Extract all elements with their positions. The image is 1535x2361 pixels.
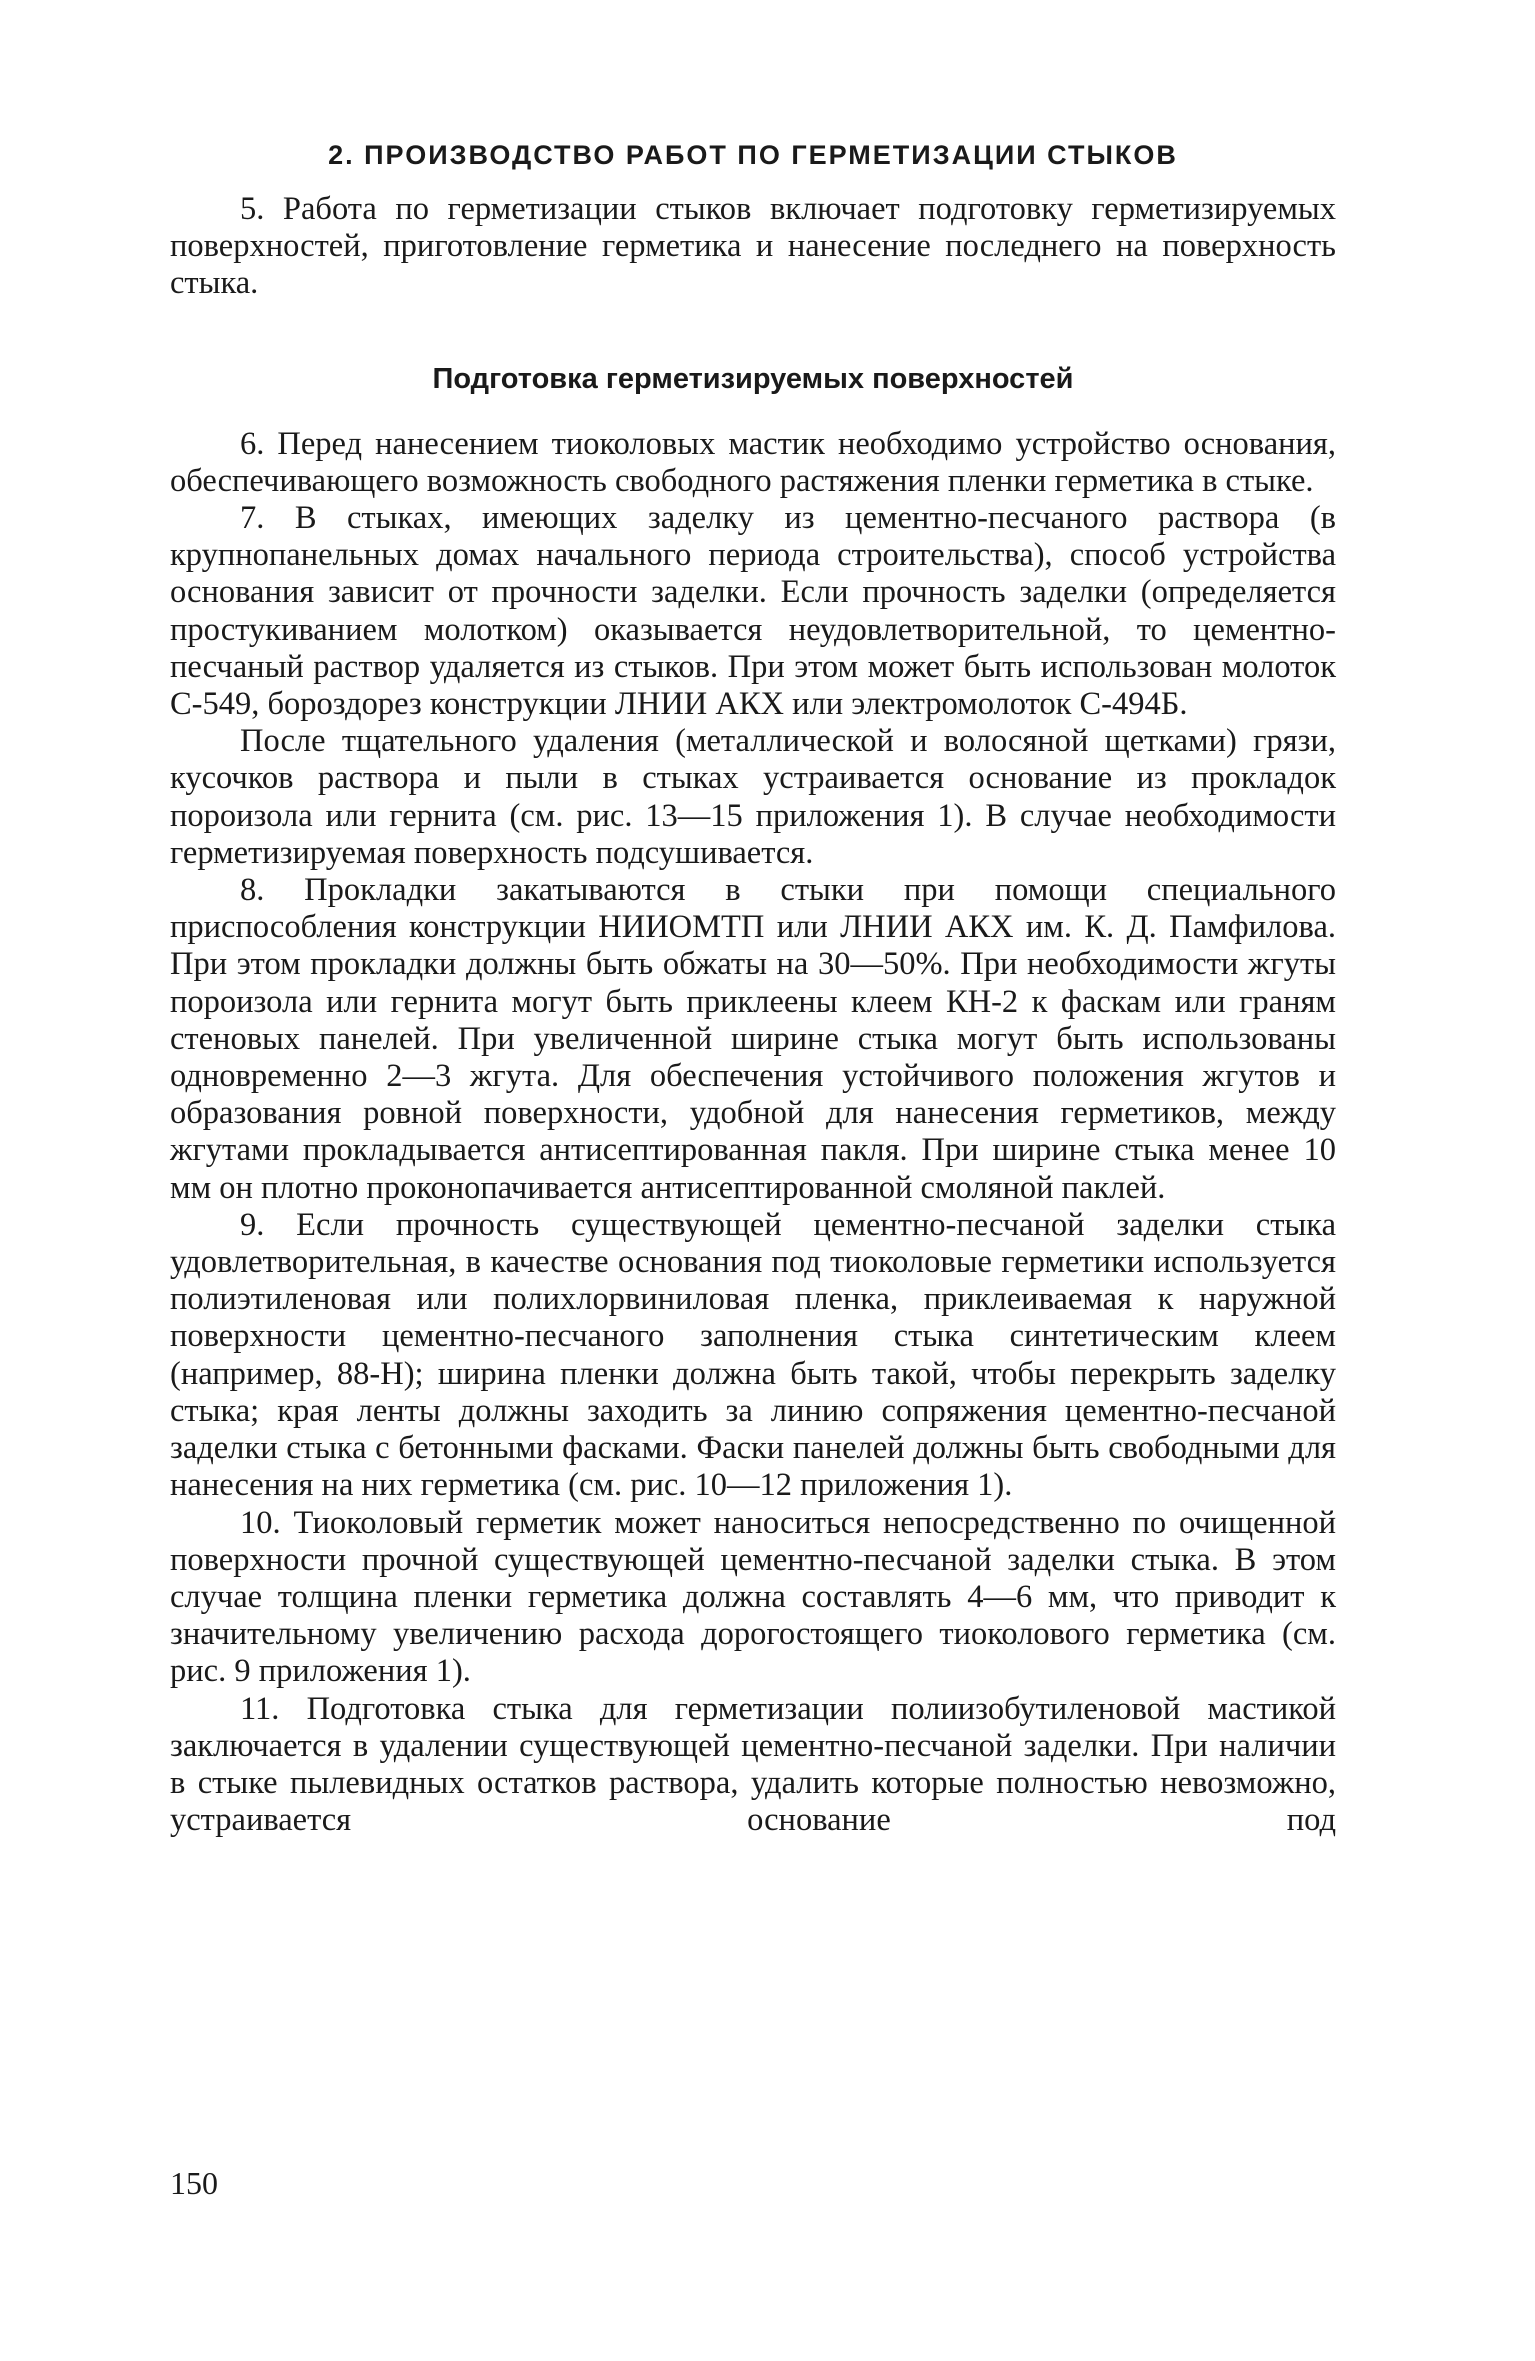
paragraph-7: 7. В стыках, имеющих заделку из цементно-песчаного раствора (в крупнопанельных домах начального периода строительства), способ устройства основания зависит от прочности заделки. Если прочность заделки (определяется простукиванием молотком) оказывается неудовлетворительной, то цементно-песчаный раствор удаляется из стыков. При этом может быть использован молоток С-549, бороздорез конструкции ЛНИИ АКХ или электромолоток С-494Б.: [170, 500, 1336, 723]
paragraph-11: 11. Подготовка стыка для герметизации полиизобутиленовой мастикой заключается в удалении существующей цементно-песчаной заделки. При наличии в стыке пылевидных остатков раствора, удалить которые полностью невозможно, устраивается основание под: [170, 1690, 1336, 1839]
subsection-title: Подготовка герметизируемых поверхностей: [432, 362, 1074, 395]
page-body: [170, 140, 1336, 1839]
paragraph-8: 8. Прокладки закатываются в стыки при помощи специального приспособления конструкции НИИОМТП или ЛНИИ АКХ им. К. Д. Памфилова. При этом прокладки должны быть обжаты на 30—50%. При необходимости жгуты пороизола или гернита могут быть приклеены клеем КН-2 к фаскам или граням стеновых панелей. При увеличенной ширине стыка могут быть использованы одновременно 2—3 жгута. Для обеспечения устойчивого положения жгутов и образования ровной поверхности, удобной для нанесения герметиков, между жгутами прокладывается антисептированная пакля. При ширине стыка менее 10 мм он плотно проконопачивается антисептированной смоляной паклей.: [170, 872, 1336, 1206]
paragraph-6: 6. Перед нанесением тиоколовых мастик необходимо устройство основания, обеспечивающего возможность свободного растяжения пленки герметика в стыке.: [170, 425, 1336, 499]
paragraph-5: 5. Работа по герметизации стыков включает подготовку герметизируемых поверхностей, приготовление герметика и нанесение последнего на поверхность стыка.: [170, 191, 1336, 302]
paragraph-9: 9. Если прочность существующей цементно-песчаной заделки стыка удовлетворительная, в качестве основания под тиоколовые герметики используется полиэтиленовая или полихлорвиниловая пленка, приклеиваемая к наружной поверхности цементно-песчаного заполнения стыка синтетическим клеем (например, 88-Н); ширина пленки должна быть такой, чтобы перекрыть заделку стыка; края ленты должны заходить за линию сопряжения цементно-песчаной заделки стыка с бетонными фасками. Фаски панелей должны быть свободными для нанесения на них герметика (см. рис. 10—12 приложения 1).: [170, 1206, 1336, 1504]
page-number: 150: [170, 2165, 218, 2201]
paragraph-7-continued: После тщательного удаления (металлической и волосяной щетками) грязи, кусочков раствора и пыли в стыках устраивается основание из прокладок пороизола или гернита (см. рис. 13—15 приложения 1). В случае необходимости герметизируемая поверхность подсушивается.: [170, 723, 1336, 871]
section-title: 2. ПРОИЗВОДСТВО РАБОТ ПО ГЕРМЕТИЗАЦИИ СТЫКОВ: [328, 140, 1178, 170]
paragraph-10: 10. Тиоколовый герметик может наноситься непосредственно по очищенной поверхности прочной существующей цементно-песчаной заделки стыка. В этом случае толщина пленки герметика должна составлять 4—6 мм, что приводит к значительному увеличению расхода дорогостоящего тиоколового герметика (см. рис. 9 приложения 1).: [170, 1504, 1336, 1690]
